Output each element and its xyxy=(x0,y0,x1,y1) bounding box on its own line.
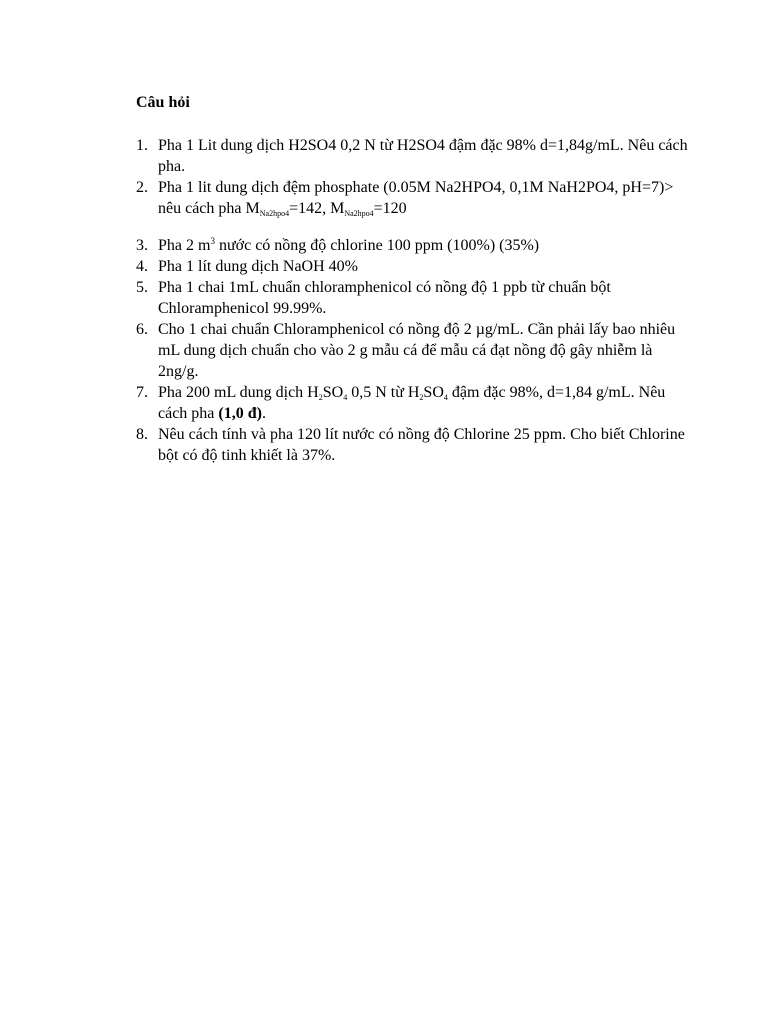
subscript: 2 xyxy=(419,393,424,402)
score-label: (1,0 đ) xyxy=(218,405,262,422)
subscript: Na2hpo4 xyxy=(259,209,290,218)
question-number: 8. xyxy=(136,426,148,443)
text-segment: 0,5 N từ H xyxy=(347,384,420,401)
text-segment: Pha 2 m xyxy=(158,237,211,254)
question-list xyxy=(136,135,696,466)
question-number: 7. xyxy=(136,384,148,401)
question-text: Pha 1 lít dung dịch NaOH 40% xyxy=(158,258,358,275)
question-number: 2. xyxy=(136,179,148,196)
text-segment: =142, M xyxy=(289,200,345,217)
question-4 xyxy=(136,256,696,277)
question-number: 4. xyxy=(136,258,148,275)
question-number: 3. xyxy=(136,237,148,254)
question-number: 1. xyxy=(136,137,148,154)
superscript: 3 xyxy=(210,236,215,246)
subscript: 2 xyxy=(318,393,323,402)
subscript: Na2hpo4 xyxy=(344,209,374,218)
page-title: Câu hỏi xyxy=(136,94,190,111)
subscript: 4 xyxy=(343,393,348,402)
text-segment: SO xyxy=(322,384,344,401)
text-segment: . xyxy=(261,405,266,422)
question-8 xyxy=(136,424,696,466)
text-segment: SO xyxy=(423,384,444,401)
question-text xyxy=(158,237,539,254)
question-5 xyxy=(136,277,696,319)
question-text: Nêu cách tính và pha 120 lít nước có nồng độ Chlorine 25 ppm. Cho biết Chlorine bột có độ tinh khiết là 37%. xyxy=(158,426,685,464)
question-text: Cho 1 chai chuẩn Chloramphenicol có nồng độ 2 µg/mL. Cần phải lấy bao nhiêu mL dung dịch chuẩn cho vào 2 g mẫu cá để mẫu cá đạt nồng độ gây nhiễm là 2ng/g. xyxy=(158,321,676,380)
question-6 xyxy=(136,319,696,382)
text-segment: nước có nồng độ chlorine 100 ppm (100%) (35%) xyxy=(214,237,540,254)
text-segment: Pha 1 lit dung dịch đệm phosphate (0.05M Na2HPO4, 0,1M NaH2PO4, pH=7)> nêu cách pha M xyxy=(158,179,674,217)
question-text: Pha 1 Lit dung dịch H2SO4 0,2 N từ H2SO4 đậm đặc 98% d=1,84g/mL. Nêu cách pha. xyxy=(158,137,688,175)
question-number: 5. xyxy=(136,279,148,296)
text-segment: đậm đặc 98%, d=1,84 g/mL. Nêu cách pha xyxy=(158,384,666,422)
question-7 xyxy=(136,382,696,424)
text-segment: =120 xyxy=(373,200,407,217)
question-3 xyxy=(136,235,696,256)
question-2 xyxy=(136,177,696,219)
text-segment: Pha 200 mL dung dịch H xyxy=(158,384,319,401)
question-text xyxy=(158,179,673,217)
question-1 xyxy=(136,135,696,177)
question-number: 6. xyxy=(136,321,148,338)
subscript: 4 xyxy=(443,393,448,402)
question-text: Pha 1 chai 1mL chuẩn chloramphenicol có nồng độ 1 ppb từ chuẩn bột Chloramphenicol 99.99%. xyxy=(158,279,611,317)
question-text xyxy=(158,384,665,422)
